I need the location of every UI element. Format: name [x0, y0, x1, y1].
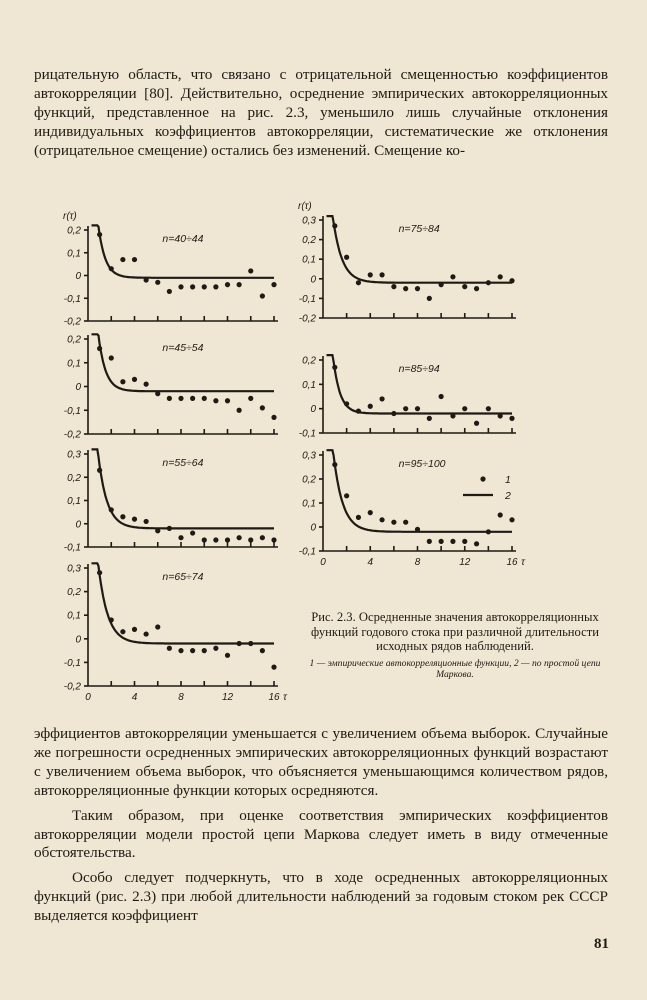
empirical-point	[368, 510, 373, 515]
empirical-point	[332, 462, 337, 467]
empirical-point	[332, 365, 337, 370]
empirical-point	[260, 648, 265, 653]
empirical-point	[225, 537, 230, 542]
empirical-point	[391, 520, 396, 525]
chart-panel	[64, 334, 278, 440]
empirical-point	[248, 641, 253, 646]
empirical-point	[498, 274, 503, 279]
empirical-point	[462, 539, 467, 544]
empirical-point	[109, 266, 114, 271]
empirical-point	[474, 421, 479, 426]
empirical-point	[509, 517, 514, 522]
empirical-point	[190, 648, 195, 653]
empirical-point	[439, 282, 444, 287]
empirical-point	[474, 541, 479, 546]
y-tick-label: 0,2	[302, 235, 316, 247]
empirical-point	[379, 272, 384, 277]
empirical-point	[260, 405, 265, 410]
empirical-point	[450, 413, 455, 418]
empirical-point	[462, 406, 467, 411]
x-tick-label: 12	[459, 557, 471, 568]
empirical-point	[97, 232, 102, 237]
empirical-point	[167, 396, 172, 401]
y-tick-label: 0	[75, 634, 81, 646]
empirical-point	[379, 517, 384, 522]
y-tick-label: 0	[310, 522, 316, 534]
y-tick-label: 0,3	[302, 215, 316, 227]
chart-panel	[63, 211, 278, 328]
empirical-point	[167, 526, 172, 531]
empirical-point	[202, 284, 207, 289]
empirical-point	[225, 282, 230, 287]
y-tick-label: -0,1	[298, 546, 316, 558]
page-number: 81	[594, 936, 609, 952]
y-tick-label: 0,1	[302, 498, 316, 510]
empirical-point	[190, 396, 195, 401]
empirical-point	[109, 507, 114, 512]
empirical-point	[237, 408, 242, 413]
chart-panel	[298, 201, 516, 325]
caption-title: Рис. 2.3. Осредненные значения автокорреляционных функций годового стока при различной длительности исходных рядов наблюдений.	[310, 610, 599, 653]
empirical-point	[213, 537, 218, 542]
empirical-point	[379, 396, 384, 401]
empirical-point	[120, 379, 125, 384]
y-tick-label: 0,1	[67, 358, 81, 370]
empirical-point	[144, 519, 149, 524]
empirical-point	[248, 268, 253, 273]
empirical-point	[271, 415, 276, 420]
y-tick-label: -0,1	[63, 405, 81, 417]
y-tick-label: 0,1	[302, 379, 316, 391]
paragraph: Таким образом, при оценке соответствия эмпирических коэффициентов автокорреляции модели простой цепи Маркова следует иметь в виду отмеченные обстоятельства.	[34, 806, 608, 862]
empirical-point	[178, 284, 183, 289]
empirical-point	[450, 539, 455, 544]
empirical-point	[403, 406, 408, 411]
empirical-point	[415, 527, 420, 532]
y-tick-label: -0,1	[63, 542, 81, 554]
empirical-point	[450, 274, 455, 279]
empirical-point	[271, 665, 276, 670]
y-axis-label: r(τ)	[63, 211, 77, 222]
empirical-point	[237, 535, 242, 540]
empirical-point	[332, 223, 337, 228]
x-tick-label: 4	[131, 692, 138, 703]
y-tick-label: 0	[310, 404, 316, 416]
empirical-point	[132, 257, 137, 262]
empirical-point	[260, 293, 265, 298]
y-tick-label: 0	[75, 382, 81, 393]
legend-point-marker	[480, 476, 485, 481]
empirical-point	[356, 280, 361, 285]
y-tick-label: -0,2	[63, 681, 81, 693]
y-tick-label: 0,3	[67, 449, 81, 461]
empirical-point	[97, 346, 102, 351]
y-tick-label: -0,2	[298, 313, 316, 325]
empirical-point	[474, 286, 479, 291]
empirical-point	[368, 404, 373, 409]
y-tick-label: -0,2	[63, 316, 81, 328]
empirical-point	[97, 468, 102, 473]
empirical-point	[109, 617, 114, 622]
y-tick-label: 0,3	[67, 563, 81, 575]
empirical-point	[427, 539, 432, 544]
series-range-label: n=65÷74	[162, 571, 204, 583]
empirical-point	[391, 411, 396, 416]
y-tick-label: -0,2	[63, 429, 81, 441]
empirical-point	[344, 255, 349, 260]
y-tick-label: 0,2	[67, 587, 81, 599]
series-range-label: n=85÷94	[398, 363, 440, 375]
y-tick-label: 0	[75, 519, 81, 531]
y-tick-label: -0,1	[63, 657, 81, 669]
y-tick-label: 0	[310, 274, 316, 286]
empirical-point	[356, 409, 361, 414]
empirical-point	[439, 394, 444, 399]
empirical-point	[391, 284, 396, 289]
empirical-point	[97, 570, 102, 575]
x-tick-label: 0	[85, 692, 91, 703]
series-range-label: n=40÷44	[162, 233, 204, 245]
empirical-point	[368, 272, 373, 277]
x-axis-label: τ	[521, 557, 525, 568]
figure-caption	[300, 610, 610, 680]
x-tick-label: 8	[178, 692, 184, 703]
empirical-point	[132, 627, 137, 632]
x-tick-label: 16	[268, 692, 280, 703]
empirical-point	[462, 284, 467, 289]
chart-panel	[64, 563, 288, 703]
y-tick-label: -0,1	[298, 293, 316, 305]
x-tick-label: 4	[367, 557, 374, 568]
x-tick-label: 16	[506, 557, 518, 568]
y-axis-label: r(τ)	[298, 201, 312, 212]
empirical-point	[237, 641, 242, 646]
empirical-point	[120, 257, 125, 262]
empirical-point	[167, 646, 172, 651]
empirical-point	[144, 382, 149, 387]
series-range-label: n=45÷54	[162, 342, 204, 354]
empirical-point	[498, 512, 503, 517]
x-axis-label: τ	[283, 692, 287, 703]
empirical-point	[498, 413, 503, 418]
empirical-point	[271, 537, 276, 542]
empirical-point	[120, 629, 125, 634]
y-tick-label: 0	[75, 271, 81, 282]
empirical-point	[415, 286, 420, 291]
top-paragraph: рицательную область, что связано с отрицательной смещенностью коэффициентов автокорреляции [80]. Действительно, осреднение эмпирических автокорреляционных функций, представленное на рис. 2.3, уменьшило лишь случайные отклонения индивидуальных коэффициентов автокорреляции, систематические же отклонения (отрицательное смещение) остались без изменений. Смещение ко-	[34, 66, 608, 159]
empirical-point	[509, 278, 514, 283]
empirical-point	[344, 401, 349, 406]
chart-panel	[299, 450, 526, 568]
empirical-point	[486, 529, 491, 534]
y-tick-label: 0,2	[67, 334, 81, 346]
empirical-point	[190, 284, 195, 289]
y-tick-label: -0,1	[63, 293, 81, 305]
empirical-point	[427, 416, 432, 421]
x-tick-label: 12	[221, 692, 234, 703]
x-tick-label: 0	[320, 557, 326, 568]
y-tick-label: 0,3	[302, 450, 316, 462]
y-tick-label: 0,1	[67, 610, 81, 622]
legend-label: 1	[505, 474, 511, 486]
empirical-point	[178, 396, 183, 401]
legend-label: 2	[505, 490, 511, 502]
empirical-point	[225, 398, 230, 403]
empirical-point	[486, 280, 491, 285]
empirical-point	[486, 406, 491, 411]
y-tick-label: 0,1	[67, 496, 81, 507]
empirical-point	[178, 535, 183, 540]
empirical-point	[403, 520, 408, 525]
empirical-point	[248, 537, 253, 542]
y-tick-label: 0,2	[67, 472, 81, 484]
empirical-point	[120, 514, 125, 519]
empirical-point	[155, 624, 160, 629]
empirical-point	[415, 406, 420, 411]
empirical-point	[144, 631, 149, 636]
chart-panel	[299, 355, 516, 439]
empirical-point	[237, 282, 242, 287]
empirical-point	[155, 391, 160, 396]
empirical-point	[202, 537, 207, 542]
empirical-point	[144, 277, 149, 282]
legend	[463, 474, 511, 502]
y-tick-label: 0,1	[67, 248, 81, 260]
y-tick-label: -0,1	[298, 428, 316, 440]
empirical-point	[403, 286, 408, 291]
empirical-point	[260, 535, 265, 540]
empirical-point	[155, 528, 160, 533]
y-tick-label: 0,2	[302, 355, 316, 367]
y-tick-label: 0,2	[67, 225, 81, 237]
empirical-point	[132, 377, 137, 382]
paragraph: эффициентов автокорреляции уменьшается с увеличением объема выборок. Случайные же погрешности осредненных эмпирических автокорреляционных функций возрастают с увеличением объема выборок, что объясняется уменьшающимся количеством рядов, автокорреляционные функции которых осредняются.	[34, 725, 608, 799]
empirical-point	[132, 517, 137, 522]
empirical-point	[155, 280, 160, 285]
empirical-point	[271, 282, 276, 287]
empirical-point	[356, 515, 361, 520]
empirical-point	[190, 530, 195, 535]
empirical-point	[509, 416, 514, 421]
empirical-point	[213, 398, 218, 403]
chart-panel	[64, 449, 278, 553]
y-tick-label: 0,1	[302, 254, 316, 266]
series-range-label: n=55÷64	[162, 457, 204, 469]
empirical-point	[167, 289, 172, 294]
bottom-text	[34, 725, 608, 932]
empirical-point	[248, 396, 253, 401]
empirical-point	[439, 539, 444, 544]
empirical-point	[202, 396, 207, 401]
series-range-label: n=95÷100	[398, 458, 446, 470]
empirical-point	[427, 296, 432, 301]
empirical-point	[213, 646, 218, 651]
paragraph: Особо следует подчеркнуть, что в ходе осредненных автокорреляционных функций (рис. 2.3) при любой длительности наблюдений за годовым стоком рек СССР выделяется коэффициент	[34, 869, 608, 925]
empirical-point	[344, 493, 349, 498]
empirical-point	[225, 653, 230, 658]
empirical-point	[213, 284, 218, 289]
y-tick-label: 0,2	[302, 474, 316, 486]
x-tick-label: 8	[414, 557, 421, 568]
empirical-point	[178, 648, 183, 653]
empirical-point	[109, 355, 114, 360]
series-range-label: n=75÷84	[398, 223, 440, 235]
caption-legend: 1 — эмпирические автокорреляционные функции, 2 — по простой цепи Маркова.	[309, 657, 601, 680]
empirical-point	[202, 648, 207, 653]
